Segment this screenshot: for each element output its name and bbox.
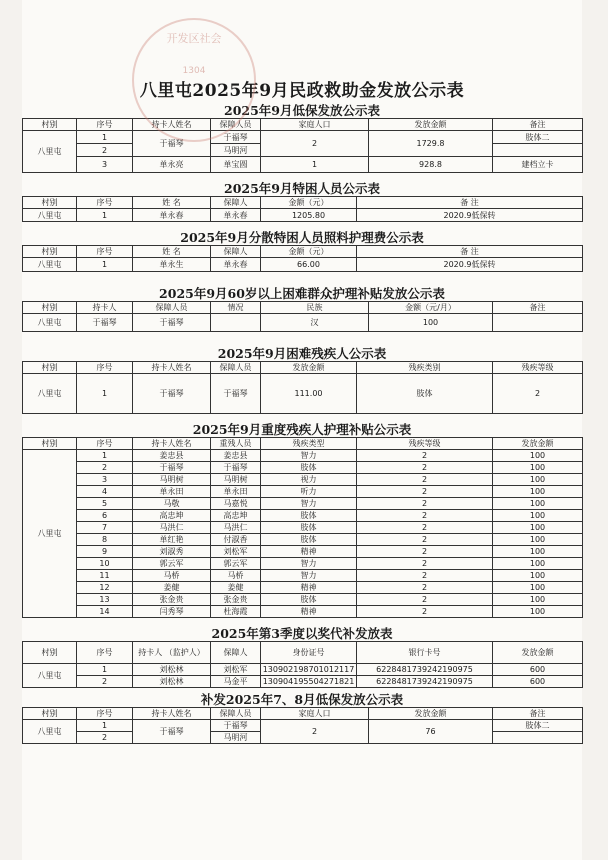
level-cell: 2 <box>357 582 493 594</box>
no-cell: 8 <box>77 534 133 546</box>
header-cell: 备 注 <box>357 197 583 209</box>
no-cell: 14 <box>77 606 133 618</box>
no-cell: 2 <box>77 144 133 157</box>
table-row <box>23 594 583 606</box>
header-cell: 保障人员 <box>211 119 261 131</box>
header-cell: 备注 <box>493 302 583 314</box>
village-cell: 八里屯 <box>23 209 77 222</box>
name-cell: 单永春 <box>133 209 211 222</box>
member-cell: 马洪仁 <box>211 522 261 534</box>
amount-cell: 100 <box>493 498 583 510</box>
holder-cell: 于福琴 <box>133 720 211 744</box>
no-cell: 1 <box>77 664 133 676</box>
seal-top-text: 开发区社会 <box>166 32 222 45</box>
holder-cell: 姜忠县 <box>133 450 211 462</box>
holder-cell: 单永田 <box>133 486 211 498</box>
holder-cell: 张金贵 <box>133 594 211 606</box>
member-cell: 刘松军 <box>211 546 261 558</box>
amount-cell: 600 <box>493 664 583 676</box>
no-cell: 12 <box>77 582 133 594</box>
note-cell <box>493 314 583 332</box>
type-cell: 肢体 <box>261 594 357 606</box>
village-cell: 八里屯 <box>23 450 77 618</box>
nation-cell: 汉 <box>261 314 369 332</box>
member-cell: 单永春 <box>211 258 261 272</box>
no-cell: 2 <box>77 462 133 474</box>
seal-mid-text: 1304 <box>182 66 206 76</box>
note-cell: 2020.9低保转 <box>357 258 583 272</box>
table-row <box>23 558 583 570</box>
table-row <box>23 258 583 272</box>
header-cell: 村别 <box>23 302 77 314</box>
holder-cell: 马敬 <box>133 498 211 510</box>
header-cell: 序号 <box>77 119 133 131</box>
header-cell: 序号 <box>77 246 133 258</box>
member-cell: 马明河 <box>211 732 261 744</box>
header-cell: 金额（元） <box>261 197 357 209</box>
header-cell: 保障人员 <box>211 708 261 720</box>
header-cell: 村别 <box>23 197 77 209</box>
member-cell: 郭云军 <box>211 558 261 570</box>
level-cell: 2 <box>357 534 493 546</box>
header-cell: 保障人员 <box>211 362 261 374</box>
header-cell: 残疾类型 <box>261 438 357 450</box>
table-row <box>23 582 583 594</box>
header-cell: 村别 <box>23 119 77 131</box>
type-cell: 智力 <box>261 570 357 582</box>
no-cell: 1 <box>77 258 133 272</box>
holder-cell: 闫秀琴 <box>133 606 211 618</box>
table-row <box>23 606 583 618</box>
holder-cell: 刘淑秀 <box>133 546 211 558</box>
people-cell: 2 <box>261 720 369 744</box>
note-cell <box>493 144 583 157</box>
member-cell: 刘松军 <box>211 664 261 676</box>
header-cell: 持卡人姓名 <box>133 708 211 720</box>
name-cell: 单永生 <box>133 258 211 272</box>
member-cell: 马嘉悦 <box>211 498 261 510</box>
type-cell: 精神 <box>261 546 357 558</box>
header-cell: 家庭人口 <box>261 119 369 131</box>
header-cell: 民族 <box>261 302 369 314</box>
type-cell: 肢体 <box>261 522 357 534</box>
no-cell: 10 <box>77 558 133 570</box>
type-cell: 智力 <box>261 450 357 462</box>
member-cell: 于福琴 <box>211 462 261 474</box>
level-cell: 2 <box>357 522 493 534</box>
header-cell: 村别 <box>23 438 77 450</box>
table-row <box>23 510 583 522</box>
status-cell <box>211 314 261 332</box>
header-cell: 保障人 <box>211 642 261 664</box>
village-cell: 八里屯 <box>23 374 77 414</box>
header-cell: 持卡人 <box>77 302 133 314</box>
type-cell: 肢体 <box>357 374 493 414</box>
table-row <box>23 664 583 676</box>
table-header-row <box>23 438 583 450</box>
note-cell: 肢体二 <box>493 720 583 732</box>
table-row <box>23 209 583 222</box>
holder-cell: 刘松林 <box>133 676 211 688</box>
amount-cell: 100 <box>493 594 583 606</box>
header-cell: 金额（元/月） <box>369 302 493 314</box>
table-row <box>23 534 583 546</box>
no-cell: 11 <box>77 570 133 582</box>
header-cell: 姓 名 <box>133 246 211 258</box>
no-cell: 2 <box>77 676 133 688</box>
member-cell: 于福琴 <box>211 720 261 732</box>
header-cell: 保障人员 <box>133 302 211 314</box>
no-cell: 3 <box>77 474 133 486</box>
note-cell: 2020.9低保转 <box>357 209 583 222</box>
holder-cell: 马明树 <box>133 474 211 486</box>
note-cell: 建档立卡 <box>493 157 583 173</box>
holder-cell: 郭云军 <box>133 558 211 570</box>
header-cell: 村别 <box>23 246 77 258</box>
type-cell: 听力 <box>261 486 357 498</box>
amount-cell: 1729.8 <box>369 131 493 157</box>
header-cell: 村别 <box>23 362 77 374</box>
member-cell: 于福琴 <box>211 131 261 144</box>
table-row <box>23 314 583 332</box>
zhongdu-title: 2025年9月重度残疾人护理补贴公示表 <box>192 422 412 437</box>
card-cell: 6228481739242190975 <box>357 676 493 688</box>
header-cell: 重残人员 <box>211 438 261 450</box>
table-header-row <box>23 302 583 314</box>
table-header-row <box>23 197 583 209</box>
amount-cell: 66.00 <box>261 258 357 272</box>
amount-cell: 100 <box>493 534 583 546</box>
holder-cell: 姜健 <box>133 582 211 594</box>
header-cell: 银行卡号 <box>357 642 493 664</box>
header-cell: 序号 <box>77 197 133 209</box>
header-cell: 保障人 <box>211 246 261 258</box>
table-row <box>23 570 583 582</box>
amount-cell: 100 <box>493 450 583 462</box>
table-row <box>23 450 583 462</box>
jiangli-title: 2025年第3季度以奖代补发放表 <box>211 626 393 641</box>
no-cell: 1 <box>77 131 133 144</box>
village-cell: 八里屯 <box>23 314 77 332</box>
holder-cell: 于福琴 <box>133 374 211 414</box>
no-cell: 5 <box>77 498 133 510</box>
member-cell: 付淑香 <box>211 534 261 546</box>
header-cell: 持卡人 （监护人） <box>133 642 211 664</box>
level-cell: 2 <box>357 594 493 606</box>
id-cell: 130904195504271821 <box>261 676 357 688</box>
header-cell: 金额（元） <box>261 246 357 258</box>
table-header-row <box>23 362 583 374</box>
holder-cell: 单红艳 <box>133 534 211 546</box>
no-cell: 4 <box>77 486 133 498</box>
table-row <box>23 498 583 510</box>
table-header-row <box>23 246 583 258</box>
table-row <box>23 522 583 534</box>
member-cell: 于福琴 <box>211 374 261 414</box>
amount-cell: 100 <box>493 570 583 582</box>
no-cell: 1 <box>77 209 133 222</box>
bufa-title: 补发2025年7、8月低保发放公示表 <box>200 692 404 707</box>
fensan-title: 2025年9月分散特困人员照料护理费公示表 <box>180 230 424 245</box>
member-cell: 马明树 <box>211 474 261 486</box>
type-cell: 精神 <box>261 582 357 594</box>
holder-cell: 马桥 <box>133 570 211 582</box>
header-cell: 情况 <box>211 302 261 314</box>
dibao-title: 2025年9月低保发放公示表 <box>224 103 380 118</box>
type-cell: 精神 <box>261 606 357 618</box>
header-cell: 备注 <box>493 119 583 131</box>
header-cell: 身份证号 <box>261 642 357 664</box>
table-row <box>23 374 583 414</box>
sixty-table <box>22 301 583 332</box>
amount-cell: 100 <box>493 582 583 594</box>
id-cell: 130902198701012117 <box>261 664 357 676</box>
header-cell: 序号 <box>77 362 133 374</box>
member-cell: 杜海霞 <box>211 606 261 618</box>
header-cell: 村别 <box>23 708 77 720</box>
note-cell <box>493 732 583 744</box>
zhongdu-table <box>22 437 583 618</box>
amount-cell: 111.00 <box>261 374 357 414</box>
member-cell: 马金平 <box>211 676 261 688</box>
kunnan-table <box>22 361 583 414</box>
level-cell: 2 <box>357 462 493 474</box>
village-cell: 八里屯 <box>23 664 77 688</box>
type-cell: 肢体 <box>261 534 357 546</box>
amount-cell: 100 <box>493 546 583 558</box>
no-cell: 1 <box>77 450 133 462</box>
header-cell: 发放金额 <box>493 438 583 450</box>
note-cell: 肢体二 <box>493 131 583 144</box>
no-cell: 9 <box>77 546 133 558</box>
header-cell: 持卡人姓名 <box>133 119 211 131</box>
member-cell: 单永春 <box>211 209 261 222</box>
header-cell: 发放金额 <box>369 708 493 720</box>
jiangli-table <box>22 641 583 688</box>
level-cell: 2 <box>357 474 493 486</box>
level-cell: 2 <box>357 546 493 558</box>
holder-cell: 高忠坤 <box>133 510 211 522</box>
table-row <box>23 546 583 558</box>
header-cell: 残疾类别 <box>357 362 493 374</box>
member-cell: 马桥 <box>211 570 261 582</box>
amount-cell: 1205.80 <box>261 209 357 222</box>
bufa-table <box>22 707 583 744</box>
member-cell: 于福琴 <box>133 314 211 332</box>
holder-cell: 单永亮 <box>133 157 211 173</box>
tekun-table <box>22 196 583 222</box>
holder-cell: 于福琴 <box>133 462 211 474</box>
document-title: 八里屯2025年9月民政救助金发放公示表 <box>139 81 465 101</box>
header-cell: 持卡人姓名 <box>133 362 211 374</box>
no-cell: 7 <box>77 522 133 534</box>
village-cell: 八里屯 <box>23 258 77 272</box>
amount-cell: 76 <box>369 720 493 744</box>
fensan-table <box>22 245 583 272</box>
sixty-title: 2025年9月60岁以上困难群众护理补贴发放公示表 <box>159 286 445 301</box>
header-cell: 序号 <box>77 642 133 664</box>
no-cell: 13 <box>77 594 133 606</box>
member-cell: 单永田 <box>211 486 261 498</box>
amount-cell: 100 <box>493 462 583 474</box>
village-cell: 八里屯 <box>23 131 77 173</box>
type-cell: 智力 <box>261 558 357 570</box>
header-cell: 发放金额 <box>369 119 493 131</box>
amount-cell: 100 <box>493 510 583 522</box>
level-cell: 2 <box>357 498 493 510</box>
header-cell: 持卡人姓名 <box>133 438 211 450</box>
no-cell: 6 <box>77 510 133 522</box>
no-cell: 1 <box>77 720 133 732</box>
holder-cell: 刘松林 <box>133 664 211 676</box>
amount-cell: 600 <box>493 676 583 688</box>
table-row <box>23 486 583 498</box>
card-cell: 6228481739242190975 <box>357 664 493 676</box>
header-cell: 备注 <box>493 708 583 720</box>
type-cell: 肢体 <box>261 510 357 522</box>
level-cell: 2 <box>357 558 493 570</box>
type-cell: 视力 <box>261 474 357 486</box>
amount-cell: 100 <box>369 314 493 332</box>
holder-cell: 于福琴 <box>77 314 133 332</box>
member-cell: 单宝圆 <box>211 157 261 173</box>
no-cell: 3 <box>77 157 133 173</box>
header-cell: 序号 <box>77 438 133 450</box>
no-cell: 1 <box>77 374 133 414</box>
table-row <box>23 474 583 486</box>
people-cell: 1 <box>261 157 369 173</box>
table-row <box>23 720 583 732</box>
type-cell: 肢体 <box>261 462 357 474</box>
level-cell: 2 <box>357 486 493 498</box>
header-cell: 残疾等级 <box>493 362 583 374</box>
dibao-table <box>22 118 583 173</box>
no-cell: 2 <box>77 732 133 744</box>
table-row <box>23 131 583 144</box>
people-cell: 2 <box>261 131 369 157</box>
member-cell: 姜忠县 <box>211 450 261 462</box>
tekun-title: 2025年9月特困人员公示表 <box>224 181 380 196</box>
table-header-row <box>23 708 583 720</box>
header-cell: 序号 <box>77 708 133 720</box>
header-cell: 残疾等级 <box>357 438 493 450</box>
member-cell: 张金贵 <box>211 594 261 606</box>
header-cell: 发放金额 <box>261 362 357 374</box>
amount-cell: 100 <box>493 558 583 570</box>
header-cell: 保障人 <box>211 197 261 209</box>
holder-cell: 于福琴 <box>133 131 211 157</box>
level-cell: 2 <box>357 510 493 522</box>
table-row <box>23 157 583 173</box>
amount-cell: 100 <box>493 486 583 498</box>
village-cell: 八里屯 <box>23 720 77 744</box>
member-cell: 高忠坤 <box>211 510 261 522</box>
level-cell: 2 <box>357 450 493 462</box>
holder-cell: 马洪仁 <box>133 522 211 534</box>
member-cell: 马明河 <box>211 144 261 157</box>
table-row <box>23 462 583 474</box>
level-cell: 2 <box>357 570 493 582</box>
type-cell: 智力 <box>261 498 357 510</box>
table-header-row <box>23 642 583 664</box>
header-cell: 备 注 <box>357 246 583 258</box>
header-cell: 村别 <box>23 642 77 664</box>
member-cell: 姜健 <box>211 582 261 594</box>
table-row <box>23 676 583 688</box>
header-cell: 姓 名 <box>133 197 211 209</box>
amount-cell: 100 <box>493 522 583 534</box>
level-cell: 2 <box>357 606 493 618</box>
level-cell: 2 <box>493 374 583 414</box>
amount-cell: 100 <box>493 474 583 486</box>
document-sheet <box>22 0 582 860</box>
header-cell: 家庭人口 <box>261 708 369 720</box>
amount-cell: 100 <box>493 606 583 618</box>
kunnan-title: 2025年9月困难残疾人公示表 <box>217 346 387 361</box>
header-cell: 发放金额 <box>493 642 583 664</box>
amount-cell: 928.8 <box>369 157 493 173</box>
table-header-row <box>23 119 583 131</box>
